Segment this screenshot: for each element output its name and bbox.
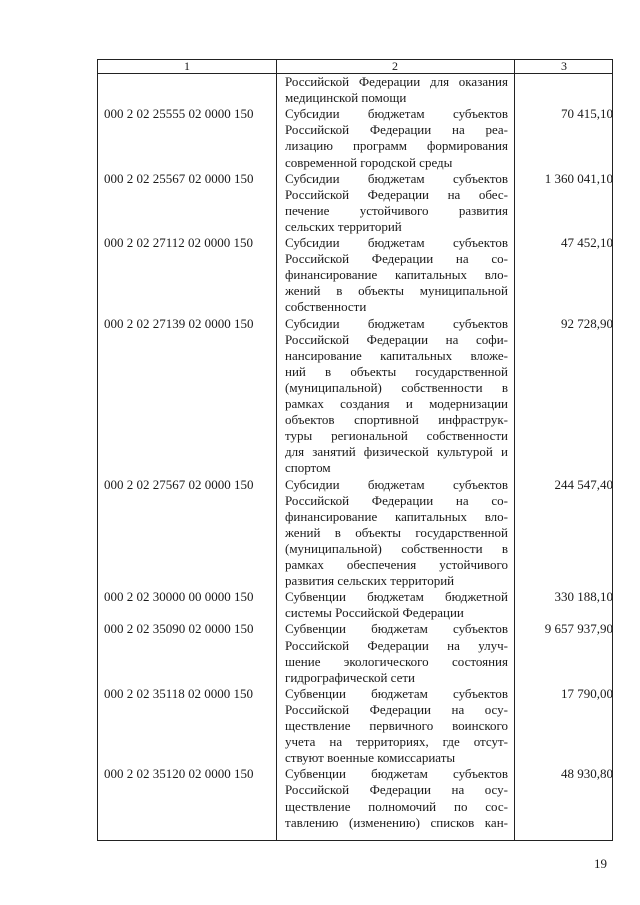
description-line: финансирование капитальных вло- xyxy=(285,267,508,283)
page-number: 19 xyxy=(594,856,607,871)
description-line: жений в объекты государственной xyxy=(285,524,508,540)
description-line: лизацию программ формирования xyxy=(285,138,508,154)
column-divider xyxy=(514,60,515,840)
description-line: медицинской помощи xyxy=(285,90,407,106)
description-line: нансирование капитальных вложе- xyxy=(285,347,508,363)
description-line: Российской Федерации на улуч- xyxy=(285,637,508,653)
budget-code-cell: 000 2 02 27567 02 0000 150 xyxy=(104,476,254,492)
amount-cell: 1 360 041,10 xyxy=(544,170,613,186)
amount-cell: 330 188,10 xyxy=(554,589,613,605)
description-line: Субсидии бюджетам субъектов xyxy=(285,170,508,186)
description-line: Субвенции бюджетам субъектов xyxy=(285,685,508,701)
description-line: Российской Федерации на осу- xyxy=(285,701,508,717)
amount-cell: 47 452,10 xyxy=(561,235,613,250)
amount-cell: 244 547,40 xyxy=(554,476,613,492)
description-line: Российской Федерации на софи- xyxy=(285,331,508,347)
description-line: спортом xyxy=(285,460,331,476)
budget-table xyxy=(97,59,613,841)
budget-code-cell: 000 2 02 35120 02 0000 150 xyxy=(104,766,254,782)
description-line: Субвенции бюджетам субъектов xyxy=(285,621,508,637)
description-line: рамках создания и модернизации xyxy=(285,396,508,411)
description-line: шение экологического состояния xyxy=(285,653,508,669)
amount-cell: 17 790,00 xyxy=(561,685,613,701)
description-line: (муниципальной) собственности в xyxy=(285,379,508,395)
description-line: гидрографической сети xyxy=(285,669,415,685)
description-line: ществление первичного воинского xyxy=(285,718,508,733)
description-line: объектов спортивной инфраструк- xyxy=(285,412,508,428)
description-line: Субсидии бюджетам субъектов xyxy=(285,476,508,492)
description-line: Субсидии бюджетам субъектов xyxy=(285,235,508,250)
description-line: рамках обеспечения устойчивого xyxy=(285,557,508,572)
description-line: учета на территориях, где отсут- xyxy=(285,734,508,750)
budget-code-cell: 000 2 02 30000 00 0000 150 xyxy=(104,589,254,605)
budget-code-cell: 000 2 02 27139 02 0000 150 xyxy=(104,315,254,331)
description-line: для занятий физической культурой и xyxy=(285,444,508,460)
description-line: Субсидии бюджетам субъектов xyxy=(285,315,508,331)
description-line: жений в объекты муниципальной xyxy=(285,283,508,299)
description-line: печение устойчивого развития xyxy=(285,202,508,218)
budget-code-cell: 000 2 02 35090 02 0000 150 xyxy=(104,621,254,637)
amount-cell: 48 930,80 xyxy=(561,766,613,782)
description-line: Российской Федерации на реа- xyxy=(285,122,508,138)
description-line: Российской Федерации на со- xyxy=(285,492,508,508)
description-line: Российской Федерации на со- xyxy=(285,251,508,267)
description-line: туры региональной собственности xyxy=(285,428,508,444)
column-divider xyxy=(276,60,277,840)
amount-cell: 70 415,10 xyxy=(561,106,613,122)
description-line: современной городской среды xyxy=(285,154,453,170)
column-header-1: 1 xyxy=(184,59,190,73)
description-line: ствуют военные комиссариаты xyxy=(285,750,456,766)
amount-cell: 9 657 937,90 xyxy=(544,621,613,637)
budget-code-cell: 000 2 02 25567 02 0000 150 xyxy=(104,170,254,186)
description-line: Российской Федерации на осу- xyxy=(285,782,508,798)
description-line: финансирование капитальных вло- xyxy=(285,508,508,524)
description-line: тавлению (изменению) списков кан- xyxy=(285,814,508,830)
budget-code-cell: 000 2 02 35118 02 0000 150 xyxy=(104,685,254,701)
description-line: системы Российской Федерации xyxy=(285,605,464,621)
description-line: ществление полномочий по сос- xyxy=(285,798,508,814)
budget-code-cell: 000 2 02 25555 02 0000 150 xyxy=(104,106,254,122)
description-line: Субсидии бюджетам субъектов xyxy=(285,106,508,122)
column-header-2: 2 xyxy=(392,59,398,73)
description-line: ний в объекты государственной xyxy=(285,363,508,379)
budget-code-cell: 000 2 02 27112 02 0000 150 xyxy=(104,235,254,250)
description-line: Субвенции бюджетам субъектов xyxy=(285,766,508,782)
description-line: (муниципальной) собственности в xyxy=(285,540,508,556)
description-line: собственности xyxy=(285,299,367,315)
description-line: сельских территорий xyxy=(285,218,402,234)
column-header-3: 3 xyxy=(561,59,567,73)
description-line: развития сельских территорий xyxy=(285,573,455,589)
description-line: Российской Федерации на обес- xyxy=(285,186,508,202)
amount-cell: 92 728,90 xyxy=(561,315,613,331)
description-line: Субвенции бюджетам бюджетной xyxy=(285,589,508,605)
description-line: Российской Федерации для оказания xyxy=(285,74,508,89)
